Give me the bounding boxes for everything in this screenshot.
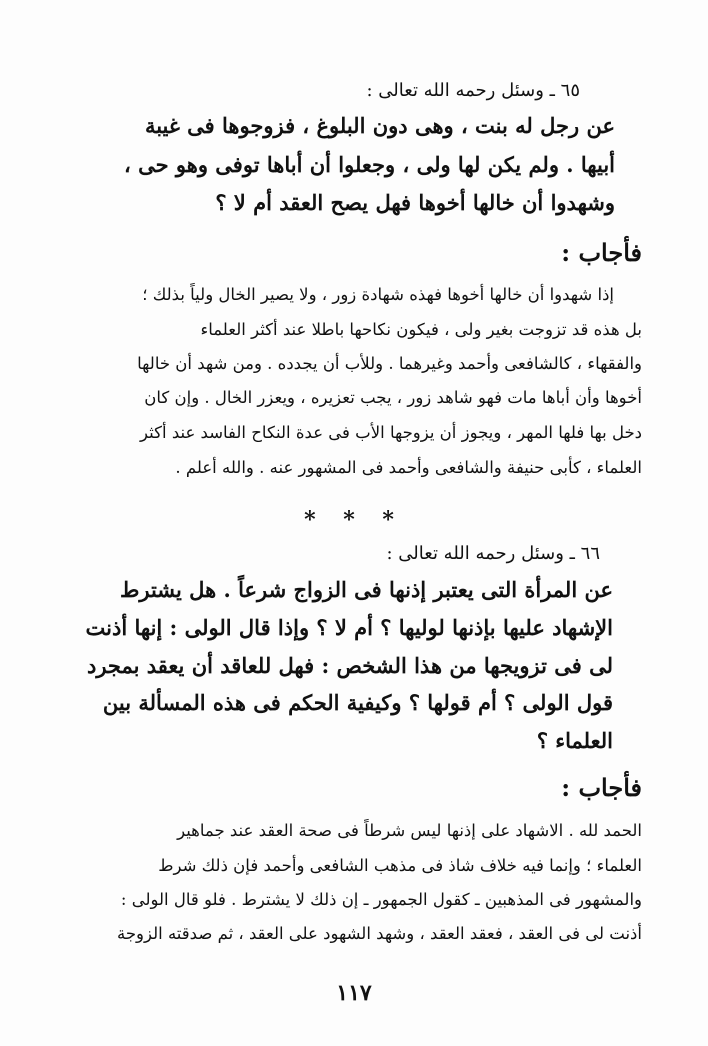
answer-65-line-6: العلماء ، كأبى حنيفة والشافعى وأحمد فى المشهور عنه . والله أعلم . xyxy=(175,458,642,477)
question-65-line-2: أبيها . ولم يكن لها ولى ، وجعلوا أن أباها توفى وهو حى ، xyxy=(124,152,615,177)
answer-65-label: فأجاب : xyxy=(561,238,642,267)
answer-66-line-3: والمشهور فى المذهبين ـ كقول الجمهور ـ إن ذلك لا يشترط . فلو قال الولى : xyxy=(120,890,642,909)
question-65-heading: ٦٥ ـ وسئل رحمه الله تعالى : xyxy=(366,80,580,101)
question-66-line-3: لى فى تزويجها من هذا الشخص : فهل للعاقد أن يعقد بمجرد xyxy=(86,653,613,678)
question-66-line-1: عن المرأة التى يعتبر إذنها فى الزواج شرعاً . هل يشترط xyxy=(119,577,613,602)
question-65-line-3: وشهدوا أن خالها أخوها فهل يصح العقد أم لا ؟ xyxy=(215,190,615,215)
answer-65-line-1: إذا شهدوا أن خالها أخوها فهذه شهادة زور ، ولا يصير الخال ولياً بذلك ؛ xyxy=(142,285,614,304)
question-66-line-5: العلماء ؟ xyxy=(536,728,613,753)
question-66-line-4: قول الولى ؟ أم قولها ؟ وكيفية الحكم فى هذه المسألة بين xyxy=(102,690,613,715)
answer-66-line-2: العلماء ؛ وإنما فيه خلاف شاذ فى مذهب الشافعى وأحمد فإن ذلك شرط xyxy=(158,856,642,875)
question-66-heading: ٦٦ ـ وسئل رحمه الله تعالى : xyxy=(386,543,600,564)
question-66-line-2: الإشهاد عليها بإذنها لوليها ؟ أم لا ؟ وإذا قال الولى : إنها أذنت xyxy=(85,615,613,640)
answer-66-line-1: الحمد لله . الاشهاد على إذنها ليس شرطاً فى صحة العقد عند جماهير xyxy=(177,821,642,840)
answer-65-line-4: أخوها وأن أباها مات فهو شاهد زور ، يجب تعزيره ، ويعزر الخال . وإن كان xyxy=(144,388,642,407)
answer-66-line-4: أذنت لى فى العقد ، فعقد العقد ، وشهد الشهود على العقد ، ثم صدقته الزوجة xyxy=(116,924,642,943)
question-65-line-1: عن رجل له بنت ، وهى دون البلوغ ، فزوجوها فى غيبة xyxy=(144,113,615,138)
section-separator: * * * xyxy=(304,507,404,533)
answer-65-line-2: بل هذه قد تزوجت بغير ولى ، فيكون نكاحها باطلا عند أكثر العلماء xyxy=(200,320,642,339)
answer-65-line-5: دخل بها فلها المهر ، ويجوز أن يزوجها الأب فى عدة النكاح الفاسد عند أكثر xyxy=(140,423,642,442)
page-number: ١١٧ xyxy=(336,980,372,1006)
answer-65-line-3: والفقهاء ، كالشافعى وأحمد وغيرهما . وللأب أن يجدده . ومن شهد أن خالها xyxy=(137,354,642,373)
answer-66-label: فأجاب : xyxy=(561,773,642,802)
